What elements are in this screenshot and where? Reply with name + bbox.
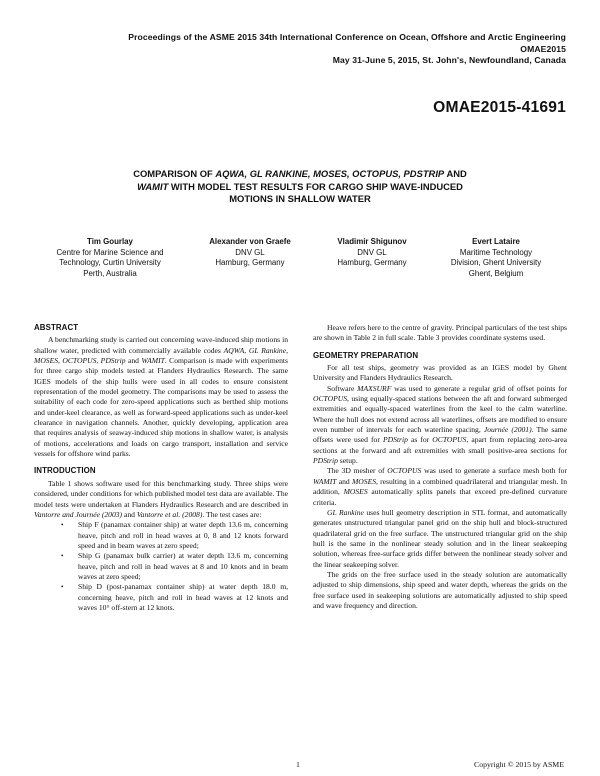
- geometry-heading: GEOMETRY PREPARATION: [313, 350, 419, 360]
- page-number: 1: [296, 760, 300, 769]
- test-case-list: [34, 520, 288, 613]
- author-affiliation: DNV GL Hamburg, Germany: [337, 247, 407, 268]
- software-name: MOSES: [351, 476, 377, 486]
- list-item: [34, 520, 288, 551]
- list-item-text: Ship D (post-panamax container ship) at water depth 18.0 m, concerning heave, pitch and roll in head waves at 12 knots and waves 10° off-stern at 12 knots.: [78, 582, 288, 612]
- title-text: WITH MODEL TEST RESULTS FOR CARGO SHIP WAVE-INDUCED: [168, 180, 463, 192]
- bullet-icon: •: [61, 521, 64, 530]
- abstract-paragraph: [34, 335, 288, 459]
- paper-title: [60, 168, 540, 206]
- geo-text: and: [336, 476, 352, 486]
- software-name: OCTOPUS: [432, 435, 467, 445]
- intro-reference: Vantorre and Journée (2003): [34, 509, 123, 519]
- geo-text: , resulting in a combined quadrilateral and triangular mesh. In addition,: [313, 476, 567, 497]
- geo-text: . The same offsets were used for: [313, 425, 567, 445]
- intro-reference: Vantorre et al. (2008): [136, 509, 203, 519]
- author-name: Tim Gourlay: [87, 237, 133, 246]
- software-name: OCTOPUS: [387, 466, 422, 476]
- author-affiliation: Centre for Marine Science and Technology, Curtin University Perth, Australia: [56, 247, 164, 278]
- proceedings-line-1: Proceedings of the ASME 2015 34th International Conference on Ocean, Offshore and Arctic Engineering: [128, 32, 566, 42]
- heave-paragraph: Heave refers here to the centre of gravity. Principal particulars of the test ships are shown in Table 2 in full scale. Table 3 provides coordinate systems used.: [313, 323, 567, 343]
- abstract-codes: AQWA, GL Rankine, MOSES, OCTOPUS, PDStrip: [34, 345, 288, 366]
- title-line-2: [60, 181, 540, 194]
- author-list: [40, 237, 560, 287]
- geo-text: as for: [407, 435, 433, 445]
- author-name: Alexander von Graefe: [209, 237, 291, 246]
- list-item: [34, 582, 288, 613]
- abstract-text: and: [125, 356, 142, 366]
- author-block: [185, 237, 315, 269]
- author-name: Vladimir Shigunov: [337, 237, 407, 246]
- abstract-codes: WAMIT: [141, 356, 165, 366]
- software-name: MOSES: [343, 487, 368, 497]
- geo-text: uses hull geometry description in STL format, and automatically generates unstructured triangular panel grid on the ship hull and block-structured quadrilateral grid on the free surface. The unstructured triangular grid on the ship hull is the same in the nonlinear steady solution and in the linear seakeeping solution, whereas free-surface grids differ between the nonlinear steady solver and the linear seakeeping solver.: [313, 507, 567, 569]
- title-codes: WAMIT: [137, 180, 169, 192]
- software-name: GL Rankine: [327, 507, 364, 517]
- software-name: MAXSURF: [357, 383, 392, 393]
- title-codes: AQWA, GL RANKINE, MOSES, OCTOPUS, PDSTRIP: [215, 168, 445, 179]
- title-line-1: [60, 168, 540, 181]
- author-name: Evert Lataire: [472, 237, 520, 246]
- abstract-text: A benchmarking study is carried out concerning wave-induced ship motions in shallow water, predicted with commercially available codes: [34, 335, 288, 355]
- author-affiliation: Maritime Technology Division, Ghent University Ghent, Belgium: [450, 247, 542, 278]
- intro-text: Table 1 shows software used for this benchmarking study. Three ships were considered, under conditions for which published model test data are available. The model tests were undertaken at Flanders Hydraulics Research and are described in: [34, 478, 288, 509]
- geometry-paragraph-5: The grids on the free surface used in the steady solution are automatically adjusted to ship dimensions, ship speed and water depth, whereas the grids on the free surface used in seakeeping solutions are automatically adjusted to ship speed and wave frequency and direction.: [313, 569, 567, 610]
- geo-text: The 3D mesher of: [327, 466, 388, 476]
- bullet-icon: •: [61, 583, 64, 592]
- list-item-text: Ship G (panamax bulk carrier) at water depth 13.6 m, concerning heave, pitch and roll in head waves at 8 and 10 knots and in beam waves at zero speed;: [78, 551, 288, 581]
- geo-text: automatically splits panels that exceed pre-defined curvature criteria.: [313, 487, 567, 507]
- title-text: AND: [444, 168, 467, 179]
- introduction-paragraph: [34, 479, 288, 520]
- proceedings-line-2: OMAE2015: [520, 43, 566, 54]
- list-item-text: Ship F (panamax container ship) at water depth 13.6 m, concerning heave, pitch and roll in head waves at 0, 8 and 12 knots forward speed and in beam waves at zero speed;: [78, 520, 288, 550]
- intro-text: and: [122, 509, 137, 519]
- right-column: [313, 323, 567, 611]
- geo-text: was used to generate a regular grid of offset points for: [391, 383, 567, 393]
- proceedings-header: [128, 32, 566, 67]
- author-block: [432, 237, 560, 279]
- paper-id: OMAE2015-41691: [433, 99, 566, 116]
- geometry-paragraph-2: [313, 384, 567, 467]
- geo-text: was used to generate a surface mesh both for: [421, 466, 567, 476]
- author-block: [312, 237, 432, 269]
- geometry-paragraph-3: [313, 466, 567, 507]
- title-line-3: MOTIONS IN SHALLOW WATER: [229, 193, 371, 204]
- geo-reference: Journée (2001): [483, 425, 532, 435]
- intro-text: . The test cases are:: [202, 509, 262, 519]
- software-name: PDStrip: [382, 435, 408, 445]
- proceedings-line-3: May 31-June 5, 2015, St. John's, Newfoundland, Canada: [332, 55, 566, 65]
- software-name: OCTOPUS: [313, 394, 348, 404]
- geo-text: , apart from replacing zero-area sections at the forward and aft extremities with small positive-area sections for: [313, 435, 567, 455]
- geo-text: setup.: [337, 456, 358, 466]
- author-block: [40, 237, 180, 279]
- software-name: PDStrip: [313, 456, 338, 466]
- title-text: COMPARISON OF: [133, 168, 216, 179]
- introduction-heading: INTRODUCTION: [34, 466, 96, 476]
- bullet-icon: •: [61, 552, 64, 561]
- list-item: [34, 551, 288, 582]
- copyright-notice: Copyright © 2015 by ASME: [474, 760, 564, 769]
- software-name: WAMIT: [313, 476, 337, 486]
- geo-text: , using equally-spaced stations between the aft and forward submerged extremities and equally-spaced waterlines from the keel to the calm waterline. Where the hull does not extend across all waterlines, offsets are modified to ensure even number of intervals for each waterline spacing,: [313, 394, 567, 435]
- abstract-text: . Comparison is made with experiments for three cargo ship models tested at Flanders Hydraulics Research. The same IGES models of the ship hulls were used in all codes to ensure consistent representation of the model geometry. The comparisons may be used to assess the suitability of each code for zero-speed applications such as berthed ship motions and under-keel clearance, as well as forward-speed applications such as under-keel clearance in navigation channels. Another, quickly developing, application area that requires analysis of seaway-induced ship motions in shallow water, is analysis of motions, accelerations and loads on cargo transport, installation and service vessels for offshore wind parks.: [34, 356, 288, 459]
- geometry-paragraph-4: [313, 508, 567, 570]
- author-affiliation: DNV GL Hamburg, Germany: [215, 247, 285, 268]
- geometry-paragraph-1: For all test ships, geometry was provided as an IGES model by Ghent University and Flanders Hydraulics Research.: [313, 363, 567, 383]
- geo-text: Software: [327, 383, 358, 393]
- abstract-heading: ABSTRACT: [34, 323, 79, 332]
- left-column: [34, 323, 288, 613]
